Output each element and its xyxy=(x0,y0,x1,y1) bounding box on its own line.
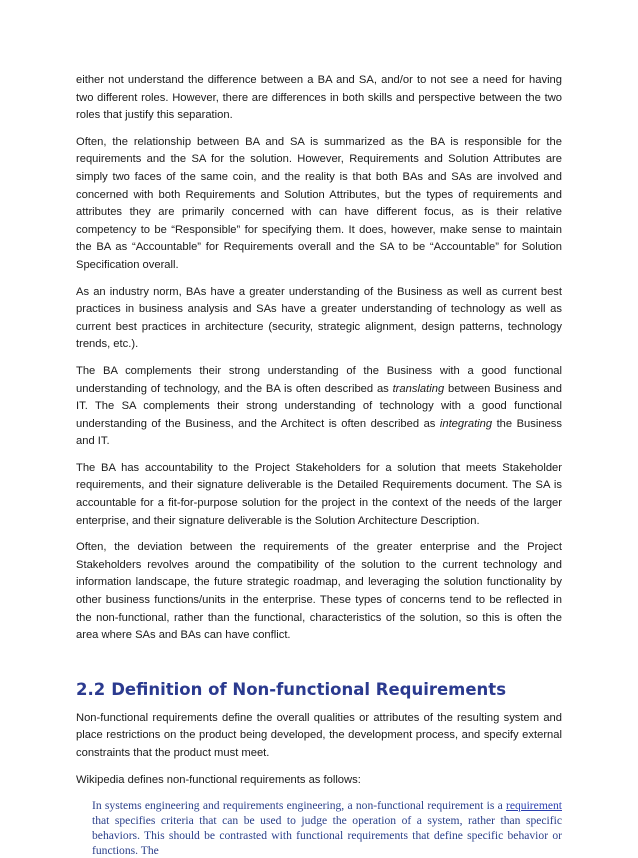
requirement-link[interactable]: requirement xyxy=(505,799,562,813)
wikipedia-quote xyxy=(92,798,562,858)
section-heading xyxy=(76,679,562,701)
paragraph-nfr-definition: Non-functional requirements define the overall qualities or attributes of the resulting system and place restrictions on the product being developed, the development process, and specify external constraints that the product must meet. xyxy=(76,711,562,759)
section-title: Definition of Non-functional Requirements xyxy=(111,679,507,699)
paragraph-complements-part-a: The BA complements their strong understanding of the Business with a good functional understanding of technology, and the BA is often described as xyxy=(76,364,562,395)
paragraph-deviation: Often, the deviation between the requirements of the greater enterprise and the Project Stakeholders revolves around the compatibility of the solution to the current technology and information landscape, the future strategic roadmap, and leveraging the solution functionality by other business functions/units in the enterprise. These types of concerns tend to be reflected in the non-functional, rather than the functional, characteristics of the solution, so this is often the area where SAs and BAs can have conflict. xyxy=(76,541,562,642)
paragraph-complements-part-c: the Business and IT. xyxy=(76,417,562,448)
paragraph-ba-sa-relationship: Often, the relationship between BA and SA is summarized as the BA is responsible for the requirements and the SA for the solution. However, Requirements and Solution Attributes are simply two faces of the same coin, and the reality is that both BAs and SAs are involved and concerned with both Requirements and Solution Attributes, but the types of requirements and attributes they are primarily concerned with can have different focus, as is their relative competency to be “Responsible” for specifying them. It does, however, make sense to maintain the BA as “Accountable” for Requirements overall and the SA to be “Accountable” for Solution Specification overall. xyxy=(76,135,562,271)
paragraph-industry-norm: As an industry norm, BAs have a greater understanding of the Business as well as current best practices in business analysis and SAs have a greater understanding of technology as well as current best practices in architecture (security, strategic alignment, design patterns, technology trends, etc.). xyxy=(76,285,562,351)
paragraph-complements xyxy=(76,363,562,451)
emphasis-integrating: integrating xyxy=(439,417,493,430)
paragraph-complements-part-b: between Business and IT. The SA complements their strong understanding of technology with a good functional understanding of the Business, and the Architect is often described as xyxy=(76,382,562,430)
paragraph-accountability: The BA has accountability to the Project Stakeholders for a solution that meets Stakeholder requirements, and their signature deliverable is the Detailed Requirements document. The SA is accountable for a fit-for-purpose solution for the project in the context of the needs of the larger enterprise, and their signature deliverable is the Solution Architecture Description. xyxy=(76,461,562,527)
section-number: 2.2 xyxy=(76,679,106,699)
paragraph-ba-sa-roles: either not understand the difference between a BA and SA, and/or to not see a need for having two different roles. However, there are differences in both skills and perspective between the two roles that justify this separation. xyxy=(76,74,562,122)
quote-text-after: that specifies criteria that can be used to judge the operation of a system, rather than specific behaviors. This should be contrasted with functional requirements that define specific behavior or functions. The xyxy=(92,814,562,858)
quote-text-before: In systems engineering and requirements engineering, a non-functional requirement is a xyxy=(92,799,506,813)
document-page xyxy=(76,72,562,858)
emphasis-translating: translating xyxy=(392,382,445,395)
paragraph-wikipedia-intro: Wikipedia defines non-functional requirements as follows: xyxy=(76,773,361,786)
